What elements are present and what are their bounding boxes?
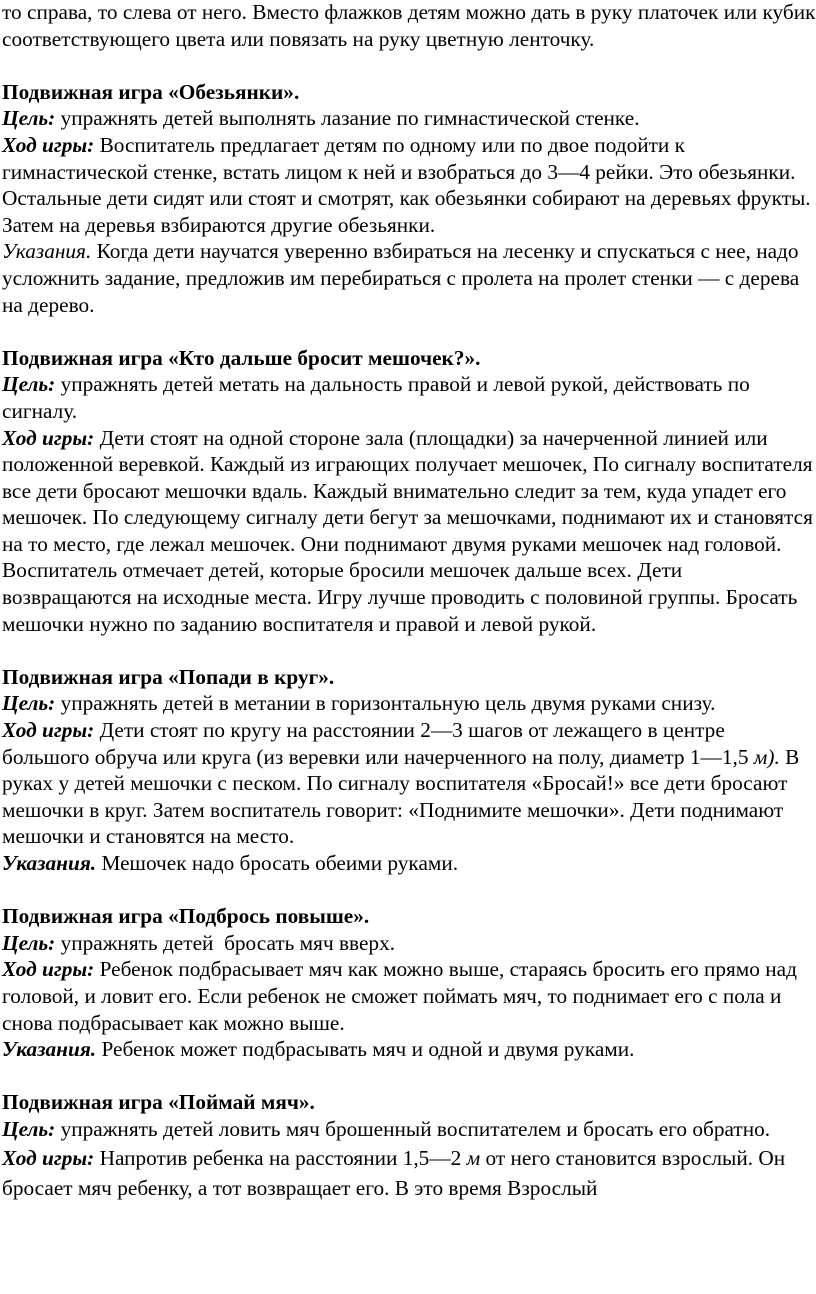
goal-line [2,371,816,424]
course-text: Дети стоят на одной стороне зала (площадки) за начерченной линией или положенной веревкой. Каждый из играющих получает мешочек, По сигналу воспитателя все дети бросают мешочки вдаль. Каждый внимательно следит за тем, куда упадет его мешочек. По следующему сигналу дети бегут за мешочками, поднимают их и становятся на то место, где лежал мешочек. Они поднимают двумя руками мешочек над головой. Воспитатель отмечает детей, которые бросили мешочек дальше всех. Дети возвращаются на исходные места. Игру лучше проводить с половиной группы. Бросать мешочки нужно по заданию воспитателя и правой и левой рукой. [2,425,813,636]
notes-text: Ребенок может подбрасывать мяч и одной и двумя руками. [96,1037,635,1062]
course-text: Воспитатель предлагает детям по одному или по двое подойти к гимнастической стенке, встать лицом к ней и взобраться до 3—4 рейки. Это обезьянки. Остальные дети сидят или стоят и смотрят, как обезьянки собирают на деревьях фрукты. Затем на деревья взбираются другие обезьянки. [2,132,811,237]
course-unit: м). [753,744,780,769]
course-line [2,132,816,238]
intro-paragraph: то справа, то слева от него. Вместо флажков детям можно дать в руку платочек или кубик соответствующего цвета или повязать на руку цветную ленточку. [2,0,816,51]
game-monkeys [2,79,816,318]
course-text-b: В руках у детей мешочки с песком. По сигналу воспитателя «Бросай!» все дети бросают мешочки в круг. Затем воспитатель говорит: «Поднимите мешочки». Дети поднимают мешочки и становятся на место. [2,744,800,849]
notes-text: Мешочек надо бросать обеими руками. [96,851,459,875]
goal-label: Цель: [2,106,56,131]
goal-label: Цель: [2,691,56,716]
goal-line [2,1116,816,1143]
spacer [2,52,816,79]
course-line [2,956,816,1036]
game-catch-the-ball [2,1089,816,1203]
notes-label: Указания. [2,851,97,875]
goal-text: упражнять детей метать на дальность правой и левой рукой, действовать по сигналу. [2,372,750,423]
course-text-a: Дети стоят по кругу на расстоянии 2—3 шагов от лежащего в центре большого обруча или круга (из веревки или начерченного на полу, диаметр 1—1,5 [2,718,754,769]
course-label: Ход игры: [2,425,95,450]
goal-line [2,930,816,957]
notes-line [2,1036,816,1063]
course-text-a: Напротив ребенка на расстоянии 1,5—2 [94,1145,467,1170]
notes-line [2,850,816,877]
course-line [2,717,816,850]
course-unit: м [466,1145,481,1170]
goal-label: Цель: [2,930,56,955]
game-title: Подвижная игра «Обезьянки». [2,79,300,104]
game-who-throws-farther [2,345,816,638]
goal-label: Цель: [2,1116,56,1141]
game-title: Подвижная игра «Подбрось повыше». [2,904,370,929]
goal-text: упражнять детей выполнять лазание по гимнастической стенке. [55,106,640,131]
course-label: Ход игры: [2,1145,95,1170]
goal-label: Цель: [2,372,56,397]
game-toss-higher [2,903,816,1063]
game-hit-the-circle [2,664,816,877]
goal-line [2,105,816,132]
course-label: Ход игры: [2,718,95,743]
notes-line [2,238,816,318]
spacer [2,1063,816,1090]
spacer [2,637,816,664]
notes-label: Указания. [2,1037,97,1062]
game-title: Подвижная игра «Попади в круг». [2,664,335,689]
course-line [2,1143,816,1204]
course-text-b: от него становится взрослый. Он бросает мяч ребенку, а тот возвращает его. В это время Взрослый [2,1145,786,1201]
goal-text: упражнять детей в метании в горизонтальную цель двумя руками снизу. [55,691,716,716]
course-label: Ход игры: [2,132,95,157]
notes-label: Указания. [2,239,92,264]
goal-line [2,690,816,717]
spacer [2,318,816,345]
course-line [2,425,816,638]
notes-text: Когда дети научатся уверенно взбираться на лесенку и спускаться с нее, надо усложнить задание, предложив им перебираться с пролета на пролет стенки — с дерева на дерево. [2,239,800,317]
game-title: Подвижная игра «Кто дальше бросит мешочек?». [2,345,481,370]
game-title: Подвижная игра «Поймай мяч». [2,1090,315,1115]
spacer [2,877,816,904]
course-label: Ход игры: [2,957,95,982]
course-text: Ребенок подбрасывает мяч как можно выше, стараясь бросить его прямо над головой, и ловит его. Если ребенок не сможет поймать мяч, то поднимает его с пола и снова подбрасывает как можно выше. [2,957,797,1035]
goal-text: упражнять детей бросать мяч вверх. [55,930,396,955]
goal-text: упражнять детей ловить мяч брошенный воспитателем и бросать его обратно. [55,1116,771,1141]
